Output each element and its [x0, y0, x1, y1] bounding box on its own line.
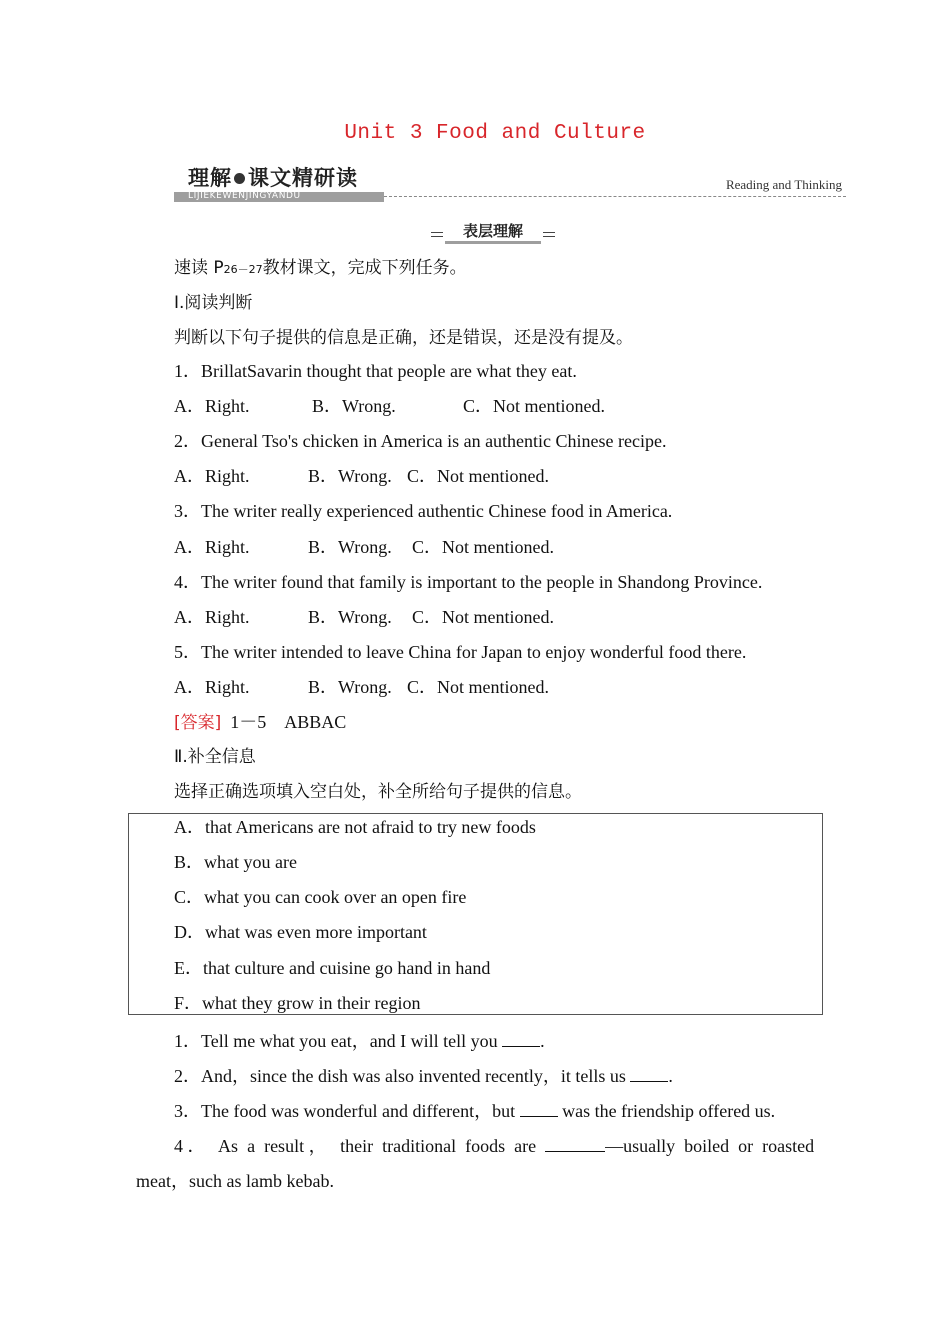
fill-question-4-continuation: meat，such as lamb kebab. [136, 1171, 334, 1191]
fill-question-2: 2．And，since the dish was also invented recently，it tells us . [174, 1066, 673, 1086]
answer-blank [502, 1029, 540, 1047]
option-b: B．Wrong. [312, 396, 396, 416]
part2-instruction: 选择正确选项填入空白处，补全所给句子提供的信息。 [174, 782, 582, 802]
fill-question-3: 3．The food was wonderful and different，but was the friendship offered us. [174, 1101, 776, 1121]
banner-right-label: Reading and Thinking [725, 177, 842, 192]
question-5-options [174, 675, 549, 699]
part1-heading: Ⅰ.阅读判断 [174, 293, 253, 313]
choice-option: A．that Americans are not afraid to try new foods [174, 817, 536, 837]
choice-option: B．what you are [174, 852, 297, 872]
option-b: B．Wrong. [308, 466, 392, 486]
answer-text: 1－5 ABBAC [230, 712, 347, 732]
answer-blank [630, 1064, 668, 1082]
page-range: 26－27 [223, 263, 263, 276]
question-3: 3．The writer really experienced authentic Chinese food in America. [174, 501, 673, 521]
fill-question-4: 4． As a result， their traditional foods are —usually boiled or roasted [174, 1136, 815, 1156]
banner-heading-bold: 理解 [188, 166, 232, 190]
options-box [128, 813, 823, 1015]
banner-pinyin: LIJIEKEWENJINGYANDU [188, 191, 301, 201]
part2-heading: Ⅱ.补全信息 [174, 747, 256, 767]
answer-blank [520, 1099, 558, 1117]
choice-option: F．what they grow in their region [174, 993, 421, 1013]
option-c: C．Not mentioned. [407, 677, 549, 697]
option-c: C．Not mentioned. [407, 466, 549, 486]
choice-option: E．that culture and cuisine go hand in hand [174, 958, 491, 978]
question-2: 2．General Tso's chicken in America is an authentic Chinese recipe. [174, 431, 667, 451]
page-title: Unit 3 Food and Culture [344, 122, 646, 145]
section-tag [431, 221, 555, 243]
question-2-options [174, 464, 549, 488]
choice-option: D．what was even more important [174, 922, 427, 942]
question-3-options [174, 535, 554, 559]
option-b: B．Wrong. [308, 607, 392, 627]
option-c: C．Not mentioned. [412, 607, 554, 627]
part1-instruction: 判断以下句子提供的信息是正确，还是错误，还是没有提及。 [174, 328, 633, 348]
task-instruction: 速读 P26－27教材课文，完成下列任务。 [174, 258, 467, 278]
banner-heading-rest: 课文精研读 [248, 166, 358, 190]
banner-divider [384, 196, 846, 197]
section-tag-label: 表层理解 [443, 221, 543, 241]
answer-label: [答案] [174, 713, 222, 733]
question-1-options [174, 394, 605, 418]
option-a: A．Right. [174, 607, 250, 627]
banner-heading [188, 162, 358, 192]
answer-blank [545, 1134, 605, 1152]
question-4-options [174, 605, 554, 629]
fill-question-1: 1．Tell me what you eat，and I will tell you . [174, 1031, 545, 1051]
option-b: B．Wrong. [308, 677, 392, 697]
question-4: 4．The writer found that family is important to the people in Shandong Province. [174, 572, 763, 592]
option-c: C．Not mentioned. [463, 396, 605, 416]
question-1: 1．BrillatSavarin thought that people are what they eat. [174, 361, 577, 381]
bullet-icon [234, 173, 245, 184]
answer-line [174, 710, 346, 735]
option-b: B．Wrong. [308, 537, 392, 557]
choice-option: C．what you can cook over an open fire [174, 887, 467, 907]
option-c: C．Not mentioned. [412, 537, 554, 557]
option-a: A．Right. [174, 537, 250, 557]
option-a: A．Right. [174, 466, 250, 486]
question-5: 5．The writer intended to leave China for Japan to enjoy wonderful food there. [174, 642, 747, 662]
section-banner [174, 160, 846, 204]
option-a: A．Right. [174, 677, 250, 697]
option-a: A．Right. [174, 396, 250, 416]
